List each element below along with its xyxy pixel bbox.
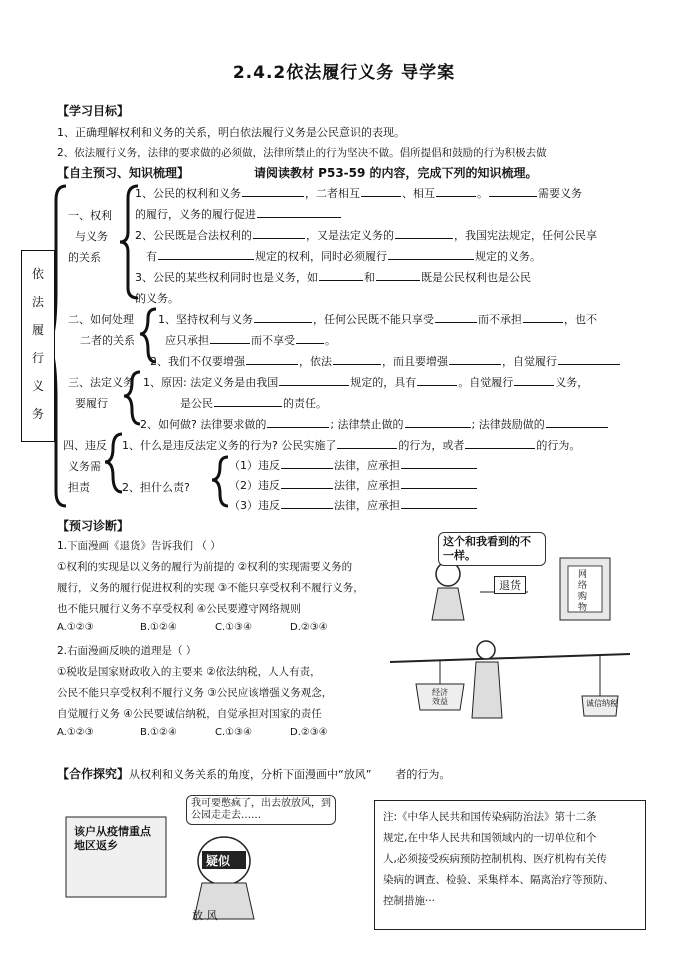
sec1-line1: 1、公民的权利和义务 ，二者相互 、相互 。 需要义务 [135, 187, 582, 200]
cartoon-carrying-pole-art [380, 640, 640, 722]
sec3-line2: 是公民 的责任。 [180, 397, 327, 410]
cartoon-return-goods [410, 532, 630, 622]
cartoon3-bubble: 我可要憋疯了，出去放放风，到公园走走去…… [186, 795, 336, 825]
sec1-label-b: 与义务 [75, 230, 108, 243]
q2-choice-d: D.②③④ [290, 727, 328, 738]
sec3-label-b: 要履行 [75, 397, 108, 410]
sec3-label-a: 三、法定义务 [68, 376, 134, 389]
sec4-brace [105, 434, 122, 492]
sec4-row3: （3）违反 法律，应承担 [229, 497, 478, 513]
cartoon-going-out [62, 795, 342, 925]
sec3-line1: 1、原因: 法定义务是由我国 规定的，具有 。自觉履行 义务， [143, 376, 589, 389]
sec4-label-b: 义务需 [68, 460, 101, 473]
cartoon3-caption: 放 风 [192, 909, 218, 922]
sec4-sub-brace [212, 457, 228, 506]
q1-opt1: ①权利的实现是以义务的履行为前提的 ②权利的实现需要义务的 [57, 561, 353, 573]
sec1-line5: 3、公民的某些权利同时也是义务，如 和 既是公民权利也是公民 [135, 271, 531, 284]
sec2-label-a: 二、如何处理 [68, 313, 134, 326]
preview-header: 【自主预习、知识梳理】 [57, 166, 190, 180]
q2-choice-a: A.①②③ [57, 727, 94, 738]
q2-choice-b: B.①②④ [140, 727, 177, 738]
sec1-label-a: 一、权利 [68, 209, 112, 222]
side-label-box [21, 250, 55, 442]
q1-choice-a: A.①②③ [57, 622, 94, 633]
q1-opt3: 也不能只履行义务不享受权利 ④公民要遵守网络规则 [57, 603, 301, 615]
diagnosis-header: 【预习诊断】 [57, 519, 130, 533]
q1-stem: 1.下面漫画《退货》告诉我们 （ ） [57, 540, 221, 552]
q1-opt2: 履行，义务的履行促进权利的实现 ③不能只享受权利不履行义务， [57, 582, 364, 594]
preview-instruction: 请阅读教材 P53-59 的内容，完成下列的知识梳理。 [254, 166, 538, 180]
cartoon3-sign: 该户从疫情重点地区返乡 [74, 825, 151, 852]
cartoon3-tag: 疑似 [206, 854, 231, 868]
sec4-label-c: 担责 [68, 481, 90, 494]
sec2-line3: 2、我们不仅要增强 ，依法 ，而且要增强 ，自觉履行 [150, 353, 621, 369]
note-line: 染病的调查、检验、采集样本、隔离治疗等预防、 [383, 874, 614, 886]
goal-item-2: 2、依法履行义务，法律的要求做的必须做，法律所禁止的行为坚决不做。倡所提倡和鼓励的行为积极去做 [57, 147, 547, 159]
cartoon-carrying-pole [380, 640, 640, 722]
q2-opt3: 自觉履行义务 ④公民要诚信纳税，自觉承担对国家的责任 [57, 708, 322, 720]
goal-item-1: 1、正确理解权利和义务的关系，明白依法履行义务是公民意识的表现。 [57, 126, 405, 139]
sec4-row2: （2）违反 法律，应承担 [229, 477, 478, 493]
sec2-line2: 应只承担 而不享受 。 [165, 334, 336, 347]
cartoon2-right-load: 诚信纳税 [586, 699, 618, 708]
law-note-box [374, 800, 646, 930]
q1-choice-b: B.①②④ [140, 622, 177, 633]
cartoon2-left-load: 经济效益 [432, 688, 448, 706]
sec1-line6: 的义务。 [135, 292, 179, 305]
q2-opt1: ①税收是国家财政收入的主要来 ②依法纳税，人人有责， [57, 666, 321, 678]
page-title: 2.4.2依法履行义务 导学案 [232, 63, 456, 83]
note-line: 控制措施··· [383, 895, 436, 907]
cooperate-header: 【合作探究】 [57, 767, 130, 781]
q2-opt2: 公民不能只享受权利不履行义务 ③公民应该增强义务观念， [57, 687, 333, 699]
sec2-line1: 1、坚持权利与义务 ，任何公民既不能只享受 而不承担 ，也不 [158, 313, 597, 326]
q1-choice-d: D.②③④ [290, 622, 328, 633]
sec1-line2: 的履行，义务的履行促进 [135, 206, 342, 222]
sec1-line4: 有 规定的权利，同时必须履行 规定的义务。 [146, 250, 541, 263]
side-char: 行 [31, 351, 44, 365]
note-line: 规定,在中华人民共和国领域内的一切单位和个 [383, 832, 597, 844]
cartoon1-bubble: 这个和我看到的不一样。 [438, 532, 546, 566]
sec1-line3: 2、公民既是合法权利的 ，又是法定义务的 ，我国宪法规定，任何公民享 [135, 229, 597, 242]
sec4-line1: 1、什么是违反法定义务的行为? 公民实施了 的行为，或者 的行为。 [122, 439, 581, 452]
q2-choice-c: C.①③④ [215, 727, 253, 738]
sec4-row1: （1）违反 法律，应承担 [229, 457, 478, 473]
cartoon1-box-label: 退货 [494, 576, 526, 594]
sec2-label-b: 二者的关系 [80, 334, 135, 347]
sec3-line3: 2、如何做? 法律要求做的 ; 法律禁止做的 ; 法律鼓励做的 [140, 416, 609, 432]
note-line: 人,必须接受疾病预防控制机构、医疗机构有关传 [383, 853, 607, 865]
side-char: 务 [31, 407, 44, 421]
goals-header: 【学习目标】 [57, 104, 130, 118]
sec4-line2: 2、担什么责? [122, 481, 190, 494]
sec4-label-a: 四、违反 [63, 439, 107, 452]
cartoon1-sign: 网络购物 [578, 570, 588, 613]
sec1-label-c: 的关系 [68, 251, 101, 264]
side-char: 依 [31, 267, 44, 281]
side-char: 履 [31, 323, 44, 337]
q2-stem: 2.右面漫画反映的道理是（ ） [57, 645, 197, 657]
note-line: 注:《中华人民共和国传染病防治法》第十二条 [383, 811, 597, 823]
cooperate-line: 【合作探究】从权利和义务关系的角度，分析下面漫画中“放风” 者的行为。 [57, 767, 451, 781]
q1-choice-c: C.①③④ [215, 622, 253, 633]
side-char: 义 [31, 379, 44, 393]
side-char: 法 [31, 295, 44, 309]
